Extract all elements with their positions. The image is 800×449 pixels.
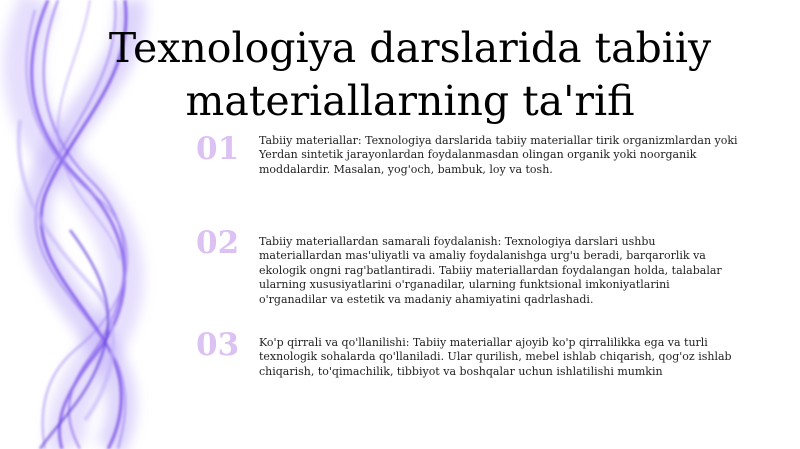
item-text: Tabiiy materiallar: Texnologiya darslarida tabiiy materiallar tirik organizmlardan yoki Yerdan sintetik jarayonlardan foydalanmasdan olingan organik yoki noorganik moddalardir. Masalan, yog'och, bambuk, loy va tosh.	[259, 134, 738, 176]
page-title: Texnologiya darslarida tabiiy materiallarning ta'rifi	[108, 24, 712, 125]
item-text: Tabiiy materiallardan samarali foydalanish: Texnologiya darslari ushbu materiallardan mas'uliyatli va amaliy foydalanishga urg'u beradi, barqarorlik va ekologik ongni rag'batlantiradi. Tabiiy materiallardan foydalangan holda, talabalar ularning xususiyatlarini o'rganadilar, ularning funktsional imkoniyatlarini o'rganadilar va estetik va madaniy ahamiyatini qadrlashadi.	[259, 235, 722, 306]
item-number: 03	[196, 327, 240, 363]
item-text: Ko'p qirrali va qo'llanilishi: Tabiiy materiallar ajoyib ko'p qirralilikka ega va turli texnologik sohalarda qo'llaniladi. Ular qurilish, mebel ishlab chiqarish, qog'oz ishlab chiqarish, to'qimachilik, tibbiyot va boshqalar uchun ishlatilishi mumkin	[259, 336, 732, 378]
item-number: 01	[196, 131, 240, 167]
item-number: 02	[196, 225, 240, 261]
